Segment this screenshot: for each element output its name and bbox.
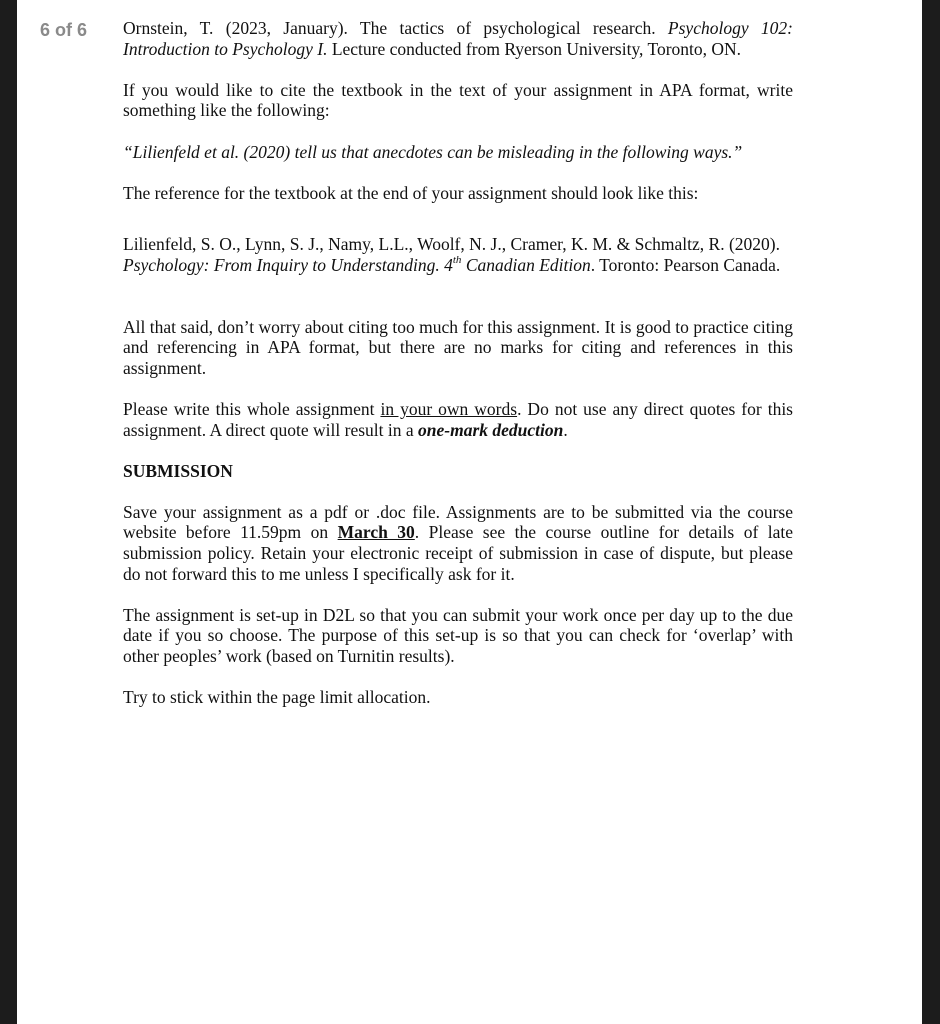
page-indicator: 6 of 6 [40,20,88,40]
page-limit-note: Try to stick within the page limit allocation. [123,687,431,708]
cite-example-text: “Lilienfeld et al. (2020) tell us that anecdotes can be misleading in the following ways.” [123,141,743,162]
own-words-end: . [563,419,568,440]
own-words-note [123,399,793,440]
submission-text [123,502,793,584]
document-content [123,18,793,708]
due-date: March 30 [337,522,415,543]
deduction-emphasis: one-mark deduction [418,419,564,440]
submission-text-end: . Please see the course outline for details of late submission policy. Retain your electronic receipt of submission in case of dispute, but please do not forward this to me unless I specifically ask for it. [123,522,793,584]
d2l-note: The assignment is set-up in D2L so that you can submit your work once per day up to the due date if you so choose. The purpose of this set-up is so that you can check for ‘overlap’ with other peoples’ work (based on Turnitin results). [123,604,793,667]
reference-authors: Lilienfeld, S. O., Lynn, S. J., Namy, L.L., Woolf, N. J., Cramer, K. M. & Schmaltz, R. (2020). [123,234,780,255]
own-words-underlined: in your own words [380,398,518,419]
reference-intro: The reference for the textbook at the end of your assignment should look like this: [123,182,699,203]
own-words-text-2: . Do not use any direct quotes for this assignment. A direct quote will result in a [123,398,793,440]
reference-text: Ornstein, T. (2023, January). The tactics of psychological research. [123,18,668,38]
submission-heading: SUBMISSION [123,460,233,481]
reference-course-title: Psychology 102: Introduction to Psychology I. [123,18,793,59]
citing-note: All that said, don’t worry about citing too much for this assignment. It is good to practice citing and referencing in APA format, but there are no marks for citing and references in this assignment. [123,316,793,378]
reference-book-title: Psychology: From Inquiry to Understanding. 4 [123,254,453,275]
reference-text-end: Lecture conducted from Ryerson University, Toronto, ON. [327,38,742,59]
reference-ornstein [123,18,793,59]
cite-intro: If you would like to cite the textbook in the text of your assignment in APA format, write something like the following: [123,79,793,121]
reference-edition: Canadian Edition [461,254,591,275]
reference-publisher: . Toronto: Pearson Canada. [590,254,781,275]
cite-example [123,142,793,163]
submission-text-start: Save your assignment as a pdf or .doc file. Assignments are to be submitted via the course website before 11.59pm on [123,501,793,543]
reference-edition-superscript: th [452,254,462,267]
own-words-text: Please write this whole assignment [123,398,381,419]
reference-lilienfeld [123,234,793,275]
